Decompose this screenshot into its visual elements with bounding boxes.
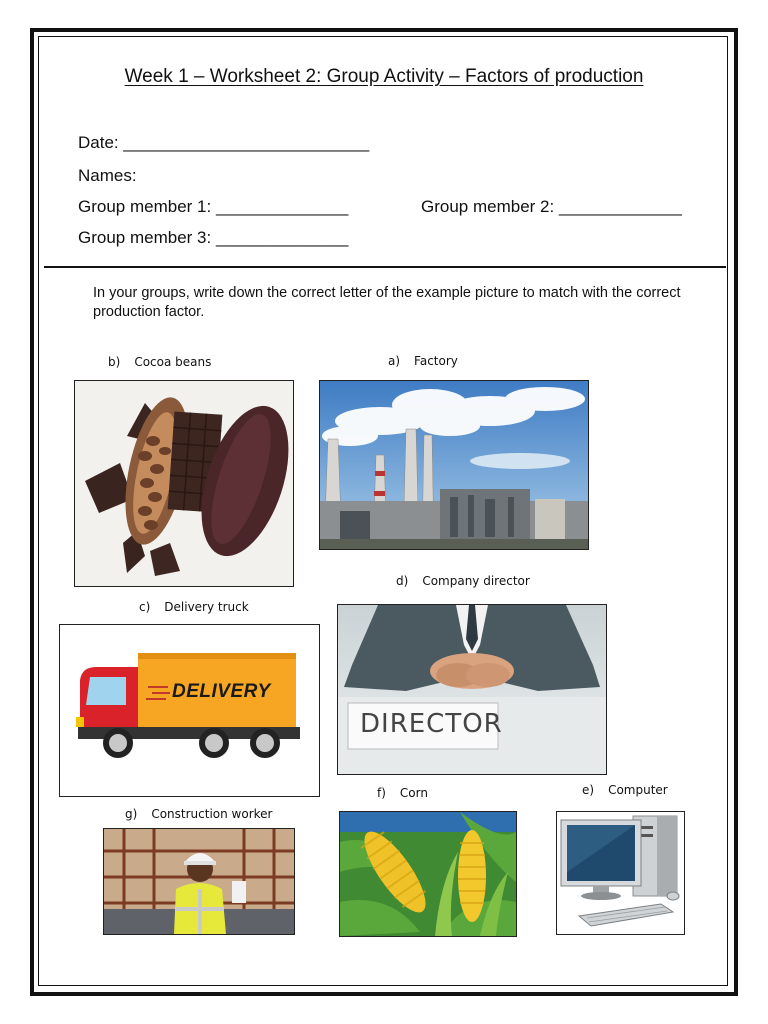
worksheet-title: Week 1 – Worksheet 2: Group Activity – Factors of production [124,66,644,87]
caption-corn [377,786,428,800]
caption-letter: c) [139,600,151,614]
caption-label: Construction worker [151,807,273,821]
group-member-3-field[interactable]: Group member 3: ______________ [78,228,349,247]
group-member-2-field[interactable]: Group member 2: _____________ [421,197,682,216]
caption-letter: g) [125,807,138,821]
construction-worker-picture [103,828,295,935]
caption-label: Factory [414,354,458,368]
caption-letter: d) [396,574,409,588]
caption-label: Delivery truck [164,600,249,614]
caption-label: Cocoa beans [134,355,212,369]
caption-letter: b) [108,355,121,369]
caption-factory [388,354,458,368]
caption-letter: e) [582,783,595,797]
caption-computer [582,783,668,797]
caption-truck [139,600,249,614]
caption-worker [125,807,272,821]
group-member-1-field[interactable]: Group member 1: ______________ [78,197,349,216]
date-field[interactable]: Date: __________________________ [78,133,370,152]
computer-picture [556,811,685,935]
caption-cocoa [108,355,211,369]
instructions-text: In your groups, write down the correct letter of the example picture to match with the correct production factor. [93,285,681,320]
names-label: Names: [78,166,137,185]
caption-label: Computer [608,783,668,797]
caption-label: Company director [422,574,530,588]
company-director-picture [337,604,607,775]
caption-letter: a) [388,354,401,368]
caption-label: Corn [399,786,428,800]
section-divider [44,266,726,268]
caption-director [396,574,530,588]
caption-letter: f) [377,786,386,800]
delivery-truck-picture [59,624,320,797]
cocoa-beans-picture [74,380,294,587]
director-sign-text: DIRECTOR [360,709,503,739]
factory-picture [319,380,589,550]
corn-picture [339,811,517,937]
truck-sign-text: DELIVERY [172,681,271,702]
